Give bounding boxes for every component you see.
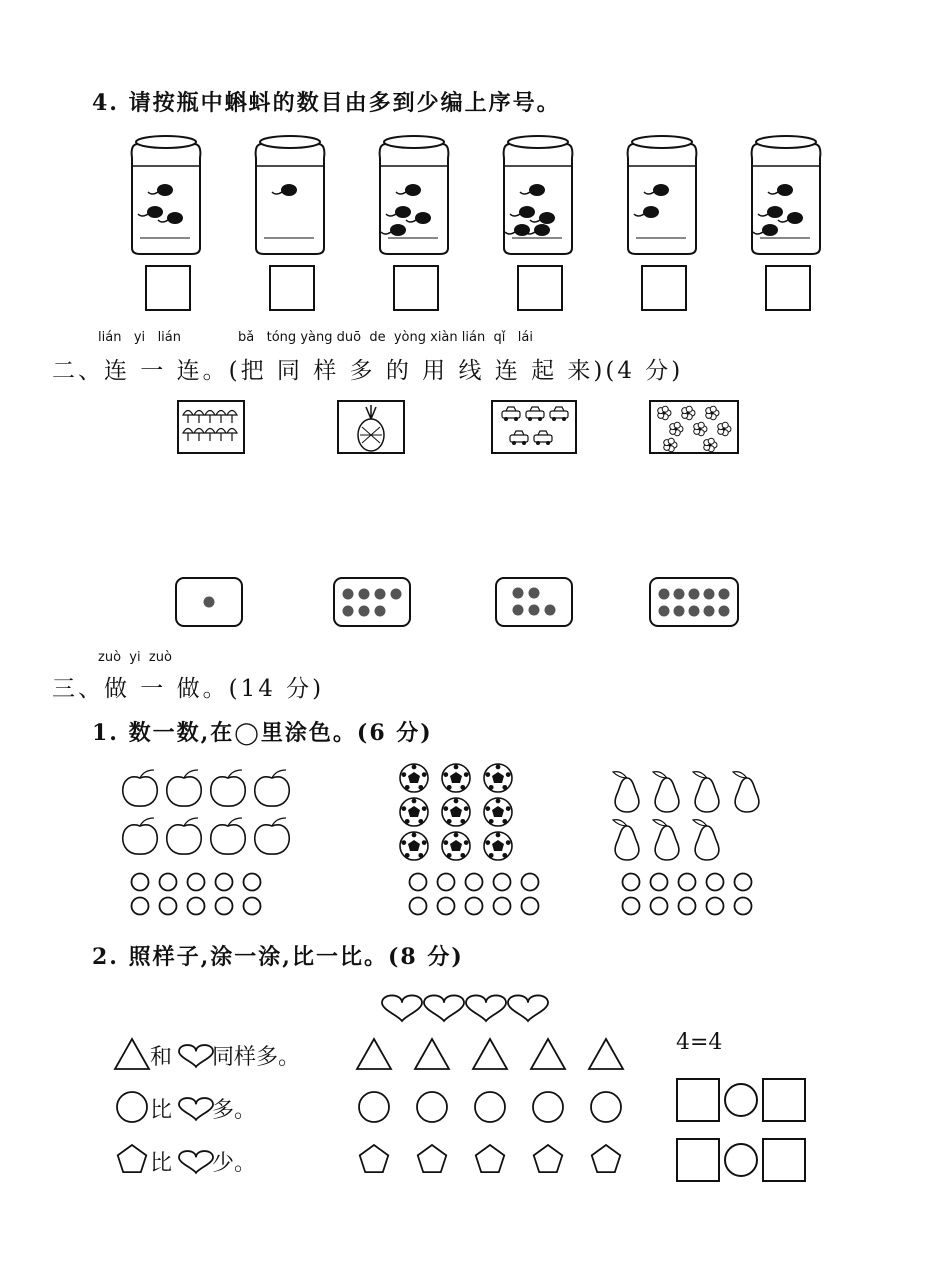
pear-icon [693, 772, 719, 812]
color-circle[interactable] [651, 874, 668, 891]
soccer-ball-icon [484, 764, 512, 792]
color-circle[interactable] [735, 898, 752, 915]
heart-icon [508, 995, 548, 1021]
color-circle[interactable] [160, 874, 177, 891]
color-circle[interactable] [132, 874, 149, 891]
count-svg [100, 760, 820, 925]
count-group-pear [613, 772, 759, 915]
pear-icon [613, 820, 639, 860]
answer-box[interactable] [676, 1138, 720, 1182]
jar [628, 136, 697, 310]
color-circle[interactable] [466, 874, 483, 891]
dot-card [176, 578, 242, 626]
apple-icon [123, 818, 158, 854]
triangle-icon[interactable] [473, 1039, 507, 1069]
pentagon-icon[interactable] [592, 1145, 621, 1172]
pictures-svg [150, 395, 790, 465]
apple-icon [167, 770, 202, 806]
color-circle[interactable] [244, 874, 261, 891]
color-circle[interactable] [679, 898, 696, 915]
jar-lid-icon [260, 136, 320, 148]
dot [204, 597, 215, 608]
apple-icon [255, 770, 290, 806]
dot [359, 589, 370, 600]
row-shape-icon[interactable] [118, 1145, 147, 1172]
color-circle[interactable] [438, 898, 455, 915]
dot [513, 588, 524, 599]
apple-icon [255, 818, 290, 854]
dot-card [496, 578, 572, 626]
circle-icon[interactable] [475, 1092, 505, 1122]
color-circle[interactable] [216, 898, 233, 915]
color-circle[interactable] [438, 874, 455, 891]
jar [256, 136, 325, 310]
jars-row [120, 130, 820, 320]
dot [391, 589, 402, 600]
color-circle[interactable] [410, 898, 427, 915]
pear-icon [733, 772, 759, 812]
row-lead-circle [117, 1092, 147, 1122]
sample-hearts [380, 985, 560, 1025]
picture-box-pineapple [338, 401, 404, 453]
jar-lid-icon [136, 136, 196, 148]
dot [529, 605, 540, 616]
apple-icon [167, 818, 202, 854]
dot [704, 606, 715, 617]
order-box[interactable] [270, 266, 314, 310]
q1-title: 1. 数一数,在◯里涂色。(6 分) [92, 720, 433, 746]
row1-label: 和 同样多。 [150, 1045, 301, 1070]
picture-box-flowers [650, 401, 738, 453]
row-shape-icon[interactable] [115, 1039, 149, 1069]
answer-box[interactable] [762, 1078, 806, 1122]
order-box[interactable] [518, 266, 562, 310]
jar [752, 136, 821, 310]
sec2-pinyin-2: bǎ tóng yàng duō de yòng xiàn lián qǐ lái [238, 330, 533, 345]
color-circle[interactable] [707, 874, 724, 891]
hearts-svg [380, 985, 560, 1025]
apple-icon [211, 770, 246, 806]
color-circle[interactable] [132, 898, 149, 915]
color-circle[interactable] [188, 874, 205, 891]
count-groups [100, 760, 820, 925]
dot [689, 606, 700, 617]
jar-lid-icon [632, 136, 692, 148]
color-circle[interactable] [494, 874, 511, 891]
jar-lid-icon [384, 136, 444, 148]
order-box[interactable] [394, 266, 438, 310]
circle-icon[interactable] [591, 1092, 621, 1122]
pentagon-icon[interactable] [418, 1145, 447, 1172]
color-circle[interactable] [160, 898, 177, 915]
sec3-title: 三、做 一 做。(14 分) [52, 676, 325, 702]
count-group-apple [123, 770, 290, 915]
dot [674, 606, 685, 617]
color-circle[interactable] [707, 898, 724, 915]
row3-label: 比 少。 [150, 1151, 257, 1176]
dot [545, 605, 556, 616]
color-circle[interactable] [494, 898, 511, 915]
pentagon-icon[interactable] [476, 1145, 505, 1172]
circle-icon[interactable] [417, 1092, 447, 1122]
coloring-circles[interactable] [410, 874, 539, 915]
order-box[interactable] [642, 266, 686, 310]
triangle-icon[interactable] [531, 1039, 565, 1069]
coloring-circles[interactable] [623, 874, 752, 915]
sec3-pinyin: zuò yi zuò [98, 650, 172, 665]
soccer-ball-icon [400, 832, 428, 860]
q2-title: 2. 照样子,涂一涂,比一比。(8 分) [92, 944, 464, 970]
heart-icon [424, 995, 464, 1021]
answer-circle[interactable] [722, 1141, 760, 1179]
jar [132, 136, 201, 310]
color-circle[interactable] [410, 874, 427, 891]
pear-icon [653, 820, 679, 860]
triangle-icon[interactable] [415, 1039, 449, 1069]
pentagon-icon[interactable] [360, 1145, 389, 1172]
dot [529, 588, 540, 599]
row-shapes[interactable] [360, 1145, 621, 1172]
order-box[interactable] [766, 266, 810, 310]
picture-box-umbrellas [178, 401, 244, 453]
color-circle[interactable] [735, 874, 752, 891]
row-shapes[interactable] [357, 1039, 623, 1069]
row-lead-triangle [115, 1039, 149, 1069]
color-circle[interactable] [216, 874, 233, 891]
dot-card [650, 578, 738, 626]
soccer-ball-icon [442, 832, 470, 860]
row-shape-icon[interactable] [117, 1092, 147, 1122]
dot-cards [150, 570, 790, 640]
jar-lid-icon [756, 136, 816, 148]
heart-icon [382, 995, 422, 1021]
color-circle[interactable] [679, 874, 696, 891]
triangle-icon[interactable] [589, 1039, 623, 1069]
dot [719, 589, 730, 600]
pentagon-icon[interactable] [534, 1145, 563, 1172]
color-circle[interactable] [623, 898, 640, 915]
jar [504, 136, 573, 310]
dot [659, 589, 670, 600]
count-group-soccer-ball [400, 764, 539, 915]
circle-icon[interactable] [359, 1092, 389, 1122]
color-circle[interactable] [522, 874, 539, 891]
answer-circle[interactable] [722, 1081, 760, 1119]
match-pictures [150, 395, 790, 465]
pear-icon [613, 772, 639, 812]
row-lead-pentagon [118, 1145, 147, 1172]
soccer-ball-icon [400, 798, 428, 826]
triangle-icon[interactable] [357, 1039, 391, 1069]
answer-box[interactable] [676, 1078, 720, 1122]
color-circle[interactable] [651, 898, 668, 915]
dot [359, 606, 370, 617]
dot-cards-svg [150, 570, 790, 640]
soccer-ball-icon [442, 764, 470, 792]
row1-answer: 4=4 [676, 1030, 723, 1055]
color-circle[interactable] [188, 898, 205, 915]
pear-icon [653, 772, 679, 812]
dot [704, 589, 715, 600]
sec2-pinyin-1: lián yi lián [98, 330, 181, 345]
jar [380, 136, 449, 310]
soccer-ball-icon [442, 798, 470, 826]
dot [659, 606, 670, 617]
heart-icon [466, 995, 506, 1021]
pear-icon [693, 820, 719, 860]
row-shapes[interactable] [359, 1092, 621, 1122]
order-box[interactable] [146, 266, 190, 310]
circle-icon[interactable] [533, 1092, 563, 1122]
dot [513, 605, 524, 616]
color-circle[interactable] [623, 874, 640, 891]
soccer-ball-icon [400, 764, 428, 792]
picture-box-cars [492, 401, 576, 453]
q4-title: 4. 请按瓶中蝌蚪的数目由多到少编上序号。 [92, 90, 561, 116]
jar-lid-icon [508, 136, 568, 148]
row2-label: 比 多。 [150, 1098, 257, 1123]
coloring-circles[interactable] [132, 874, 261, 915]
dot [719, 606, 730, 617]
row2-answer[interactable] [676, 1078, 806, 1122]
answer-box[interactable] [762, 1138, 806, 1182]
dot [343, 589, 354, 600]
row3-answer[interactable] [676, 1138, 806, 1182]
apple-icon [123, 770, 158, 806]
apple-icon [211, 818, 246, 854]
dot [689, 589, 700, 600]
soccer-ball-icon [484, 832, 512, 860]
soccer-ball-icon [484, 798, 512, 826]
dot-card [334, 578, 410, 626]
color-circle[interactable] [466, 898, 483, 915]
color-circle[interactable] [244, 898, 261, 915]
sec2-title: 二、连 一 连。(把 同 样 多 的 用 线 连 起 来)(4 分) [52, 358, 684, 384]
dot [343, 606, 354, 617]
dot [375, 589, 386, 600]
jars-svg [120, 130, 820, 320]
color-circle[interactable] [522, 898, 539, 915]
dot [375, 606, 386, 617]
dot [674, 589, 685, 600]
